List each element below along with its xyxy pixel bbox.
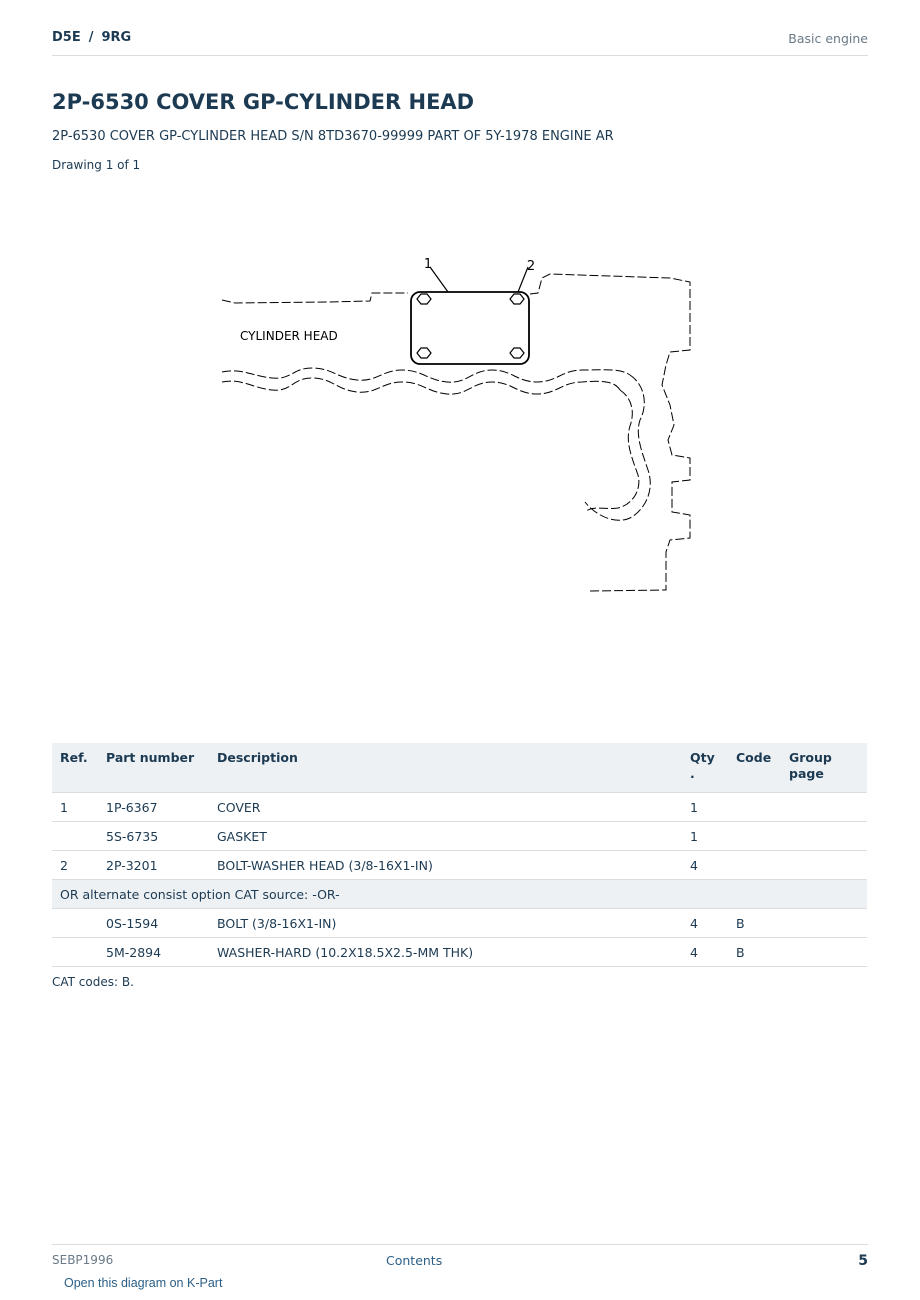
table-row [52, 851, 867, 880]
open-kpart-link[interactable]: Open this diagram on K-Part [64, 1276, 223, 1290]
cell-code [728, 851, 781, 880]
serial-prefix-label: 9RG [101, 30, 132, 45]
cell-description: COVER [209, 793, 682, 822]
cell-part-number: 5M-2894 [98, 938, 209, 967]
table-row [52, 793, 867, 822]
cell-ref: 1 [52, 793, 98, 822]
diagram-water-jacket-outer [585, 375, 650, 520]
cell-description: GASKET [209, 822, 682, 851]
diagram-gasket-wave-upper [222, 368, 630, 382]
page-footer [52, 1244, 868, 1275]
cell-description: BOLT-WASHER HEAD (3/8-16X1-IN) [209, 851, 682, 880]
cell-code: B [728, 938, 781, 967]
cell-ref [52, 909, 98, 938]
cell-part-number: 5S-6735 [98, 822, 209, 851]
diagram-cylinder-head-label: CYLINDER HEAD [240, 329, 338, 343]
cell-code: B [728, 909, 781, 938]
cell-qty: 4 [682, 909, 728, 938]
cell-ref [52, 938, 98, 967]
contents-link[interactable]: Contents [386, 1253, 443, 1268]
table-row [52, 938, 867, 967]
breadcrumb-separator: / [88, 30, 94, 45]
column-header-code: Code [728, 743, 781, 793]
cell-ref: 2 [52, 851, 98, 880]
cell-group-page [781, 851, 867, 880]
diagram-leader-1 [430, 267, 448, 292]
cell-code [728, 793, 781, 822]
diagram-bolt-head [510, 294, 524, 304]
cell-group-page [781, 793, 867, 822]
cell-qty: 4 [682, 851, 728, 880]
diagram-head-top-outline [222, 293, 408, 303]
table-header-row [52, 743, 867, 793]
page-subtitle: 2P-6530 COVER GP-CYLINDER HEAD S/N 8TD3670-99999 PART OF 5Y-1978 ENGINE AR [52, 129, 614, 144]
cell-group-page [781, 822, 867, 851]
breadcrumb [52, 30, 131, 45]
column-header-ref: Ref. [52, 743, 98, 793]
page-header [52, 28, 868, 56]
document-id: SEBP1996 [52, 1253, 114, 1267]
cell-ref [52, 822, 98, 851]
cat-codes-note: CAT codes: B. [52, 975, 134, 989]
cell-part-number: 1P-6367 [98, 793, 209, 822]
drawing-count-label: Drawing 1 of 1 [52, 158, 141, 172]
diagram-callout-1: 1 [423, 257, 433, 272]
alternate-option-note: OR alternate consist option CAT source: -OR- [52, 880, 867, 909]
column-header-description: Description [209, 743, 682, 793]
column-header-part-number: Part number [98, 743, 209, 793]
diagram-head-top-outline-right [530, 274, 690, 591]
cell-group-page [781, 909, 867, 938]
diagram-bolt-head [417, 348, 431, 358]
cell-qty: 1 [682, 793, 728, 822]
cell-description: WASHER-HARD (10.2X18.5X2.5-MM THK) [209, 938, 682, 967]
diagram-bolt-head [417, 294, 431, 304]
cell-qty: 1 [682, 822, 728, 851]
diagram-bolt-head [510, 348, 524, 358]
cell-code [728, 822, 781, 851]
parts-table [52, 743, 867, 967]
table-row [52, 822, 867, 851]
alternate-option-row [52, 880, 867, 909]
cell-group-page [781, 938, 867, 967]
cell-part-number: 0S-1594 [98, 909, 209, 938]
diagram-cover-plate [411, 292, 529, 364]
cylinder-head-cover-diagram [200, 190, 720, 710]
diagram-gasket-wave-lower [222, 378, 620, 394]
page-title: 2P-6530 COVER GP-CYLINDER HEAD [52, 90, 475, 114]
model-label: D5E [52, 30, 81, 45]
section-label: Basic engine [788, 31, 868, 46]
page-number: 5 [858, 1253, 868, 1269]
column-header-group-page: Group page [781, 743, 867, 793]
diagram-callout-2: 2 [526, 259, 536, 274]
table-row [52, 909, 867, 938]
cell-part-number: 2P-3201 [98, 851, 209, 880]
diagram-water-jacket-inner [585, 390, 639, 512]
column-header-qty: Qty . [682, 743, 728, 793]
cell-qty: 4 [682, 938, 728, 967]
cell-description: BOLT (3/8-16X1-IN) [209, 909, 682, 938]
